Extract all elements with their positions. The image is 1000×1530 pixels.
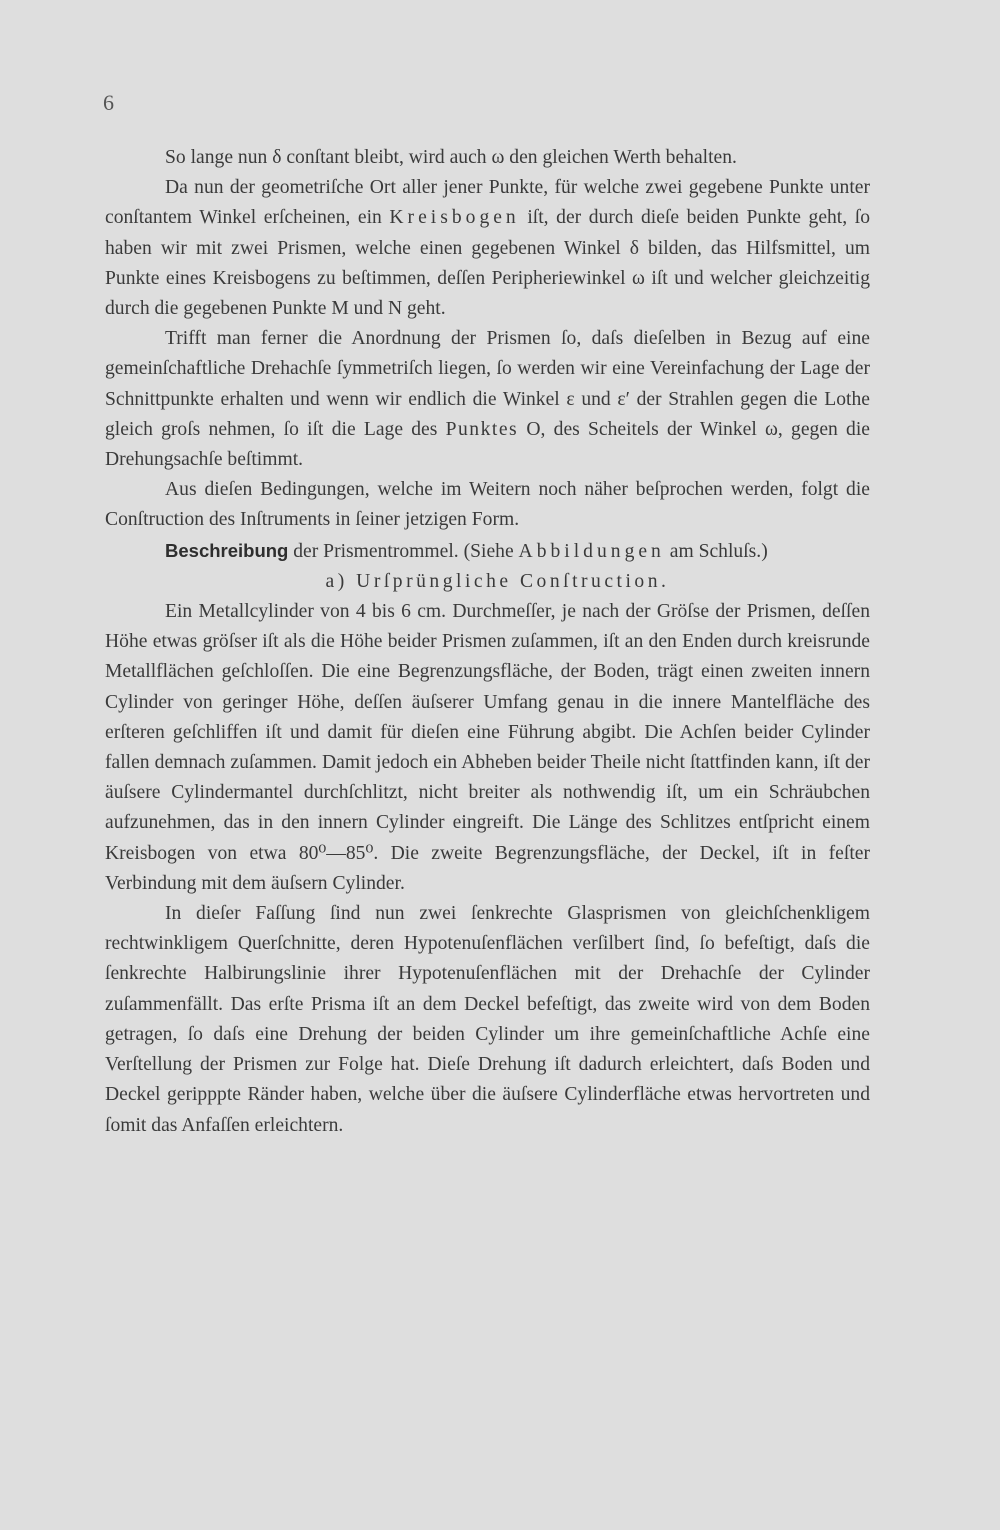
emphasis-punktes: Punktes	[445, 418, 519, 440]
section-heading-text-b: am Schluſs.)	[664, 540, 768, 562]
page-number: 6	[103, 90, 114, 115]
paragraph-2	[105, 173, 870, 324]
paragraph-7	[105, 899, 870, 1141]
emphasis-abbildungen: Abbildungen	[518, 540, 665, 562]
emphasis-kreisbogen: Kreisbogen	[389, 207, 520, 229]
paragraph-2-text-a: Da nun der geometriſche Ort aller jener Punkte, für welche zwei gegebene Punkte unter conſtantem Winkel erſcheinen, ein	[105, 177, 870, 229]
paragraph-3-text-b: O, des Scheitels der Winkel ω, gegen die Drehungsachſe beſtimmt.	[105, 418, 870, 471]
paragraph-7-text: In dieſer Faſſung ſind nun zwei ſenkrechte Glasprismen von gleichſchenkligem rechtwinkligem Querſchnitte, deren Hypotenuſenflächen verſilbert ſind, ſo befeſtigt, daſs die ſenkrechte Halbirungslinie ihrer Hypotenuſenflächen mit der Drehachſe der Cylinder zuſammenfällt. Das erſte Prisma iſt an dem Deckel befeſtigt, das zweite wird von dem Boden getragen, ſo daſs eine Drehung der beiden Cylinder um ihre gemeinſchaftliche Achſe eine Verſtellung der Prismen zur Folge hat. Dieſe Drehung iſt dadurch erleichtert, daſs Boden und Deckel geripppte Ränder haben, welche über die äuſsere Cylinderfläche etwas hervortreten und ſomit das Anfaſſen erleichtern.	[105, 903, 870, 1136]
paragraph-4	[105, 475, 870, 535]
paragraph-1-text: So lange nun δ conſtant bleibt, wird auch ω den gleichen Werth behalten.	[165, 147, 737, 168]
paragraph-1	[105, 143, 870, 173]
body-text	[105, 143, 870, 1141]
paragraph-6	[105, 597, 870, 899]
paragraph-6-text: Ein Metallcylinder von 4 bis 6 cm. Durchmeſſer, je nach der Gröſse der Prismen, deſſen Höhe etwas gröſser iſt als die Höhe beider Prismen zuſammen, iſt an den Enden durch kreisrunde Metallflächen geſchloſſen. Die eine Begrenzungsfläche, der Boden, trägt einen zweiten innern Cylinder von geringer Höhe, deſſen äuſserer Umfang genau in die innere Mantelfläche des erſteren geſchliffen iſt und damit für dieſen eine Führung abgibt. Die Achſen beider Cylinder fallen demnach zuſammen. Damit jedoch ein Abheben beider Theile nicht ſtattfinden kann, iſt der äuſsere Cylindermantel durchſchlitzt, nicht breiter als nothwendig iſt, um ein Schräubchen aufzunehmen, das in den innern Cylinder eingreift. Die Länge des Schlitzes entſpricht einem Kreisbogen von etwa 80⁰—85⁰. Die zweite Begrenzungsfläche, der Deckel, iſt in feſter Verbindung mit dem äuſsern Cylinder.	[105, 601, 870, 894]
paragraph-2-text-b: iſt, der durch dieſe beiden Punkte geht, ſo haben wir mit zwei Prismen, welche einen gegebenen Winkel δ bilden, das Hilfsmittel, um Punkte eines Kreisbogens zu beſtimmen, deſſen Peripheriewinkel ω iſt und welcher gleichzeitig durch die gegebenen Punkte M und N geht.	[105, 207, 870, 320]
section-heading-text-a: der Prismentrommel. (Siehe	[288, 540, 519, 562]
paragraph-3	[105, 324, 870, 475]
paragraph-3-text-a: Trifft man ferner die Anordnung der Prismen ſo, daſs dieſelben in Bezug auf eine gemeinſchaftliche Drehachſe ſymmetriſch liegen, ſo werden wir eine Vereinfachung der Lage der Schnittpunkte erhalten und wenn wir endlich die Winkel ε und ε′ der Strahlen gegen die Lothe gleich groſs nehmen, ſo iſt die Lage des	[105, 328, 870, 440]
section-heading-line	[105, 536, 870, 567]
paragraph-4-text: Aus dieſen Bedingungen, welche im Weitern noch näher beſprochen werden, folgt die Conſtruction des Inſtruments in ſeiner jetzigen Form.	[105, 479, 870, 531]
subheading: a) Urſprüngliche Conſtruction.	[325, 570, 670, 592]
section-heading-bold: Beschreibung	[165, 539, 289, 561]
